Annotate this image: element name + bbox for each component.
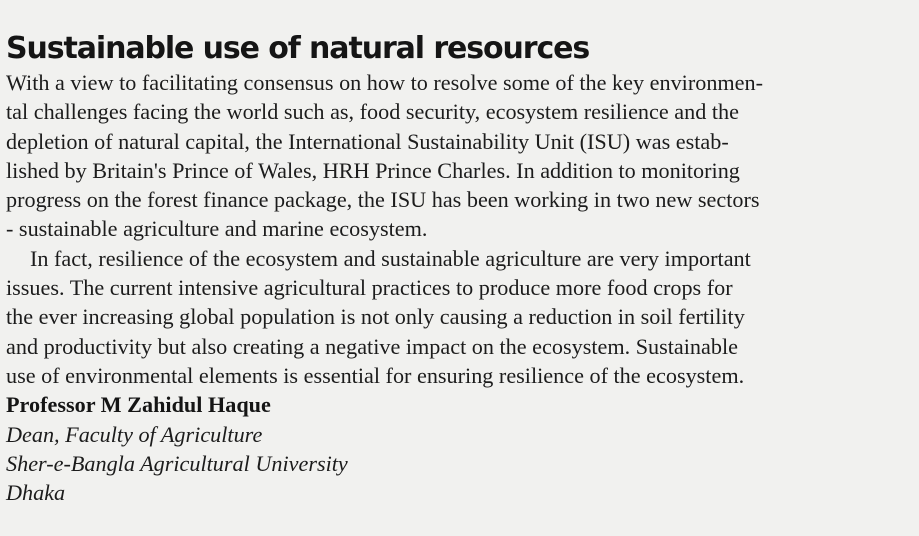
author-name: Professor M Zahidul Haque [6,392,271,418]
paragraph-line: - sustainable agriculture and marine ecosystem. [6,216,428,242]
paragraph-line: progress on the forest finance package, the ISU has been working in two new sectors [6,187,760,213]
paragraph-1 [6,68,911,244]
paragraph-line: depletion of natural capital, the International Sustainability Unit (ISU) was estab- [6,128,729,154]
paragraph-line: lished by Britain's Prince of Wales, HRH Prince Charles. In addition to monitoring [6,157,740,183]
paragraph-line: the ever increasing global population is not only causing a reduction in soil fertility [6,304,745,330]
paragraph-line: use of environmental elements is essential for ensuring resilience of the ecosystem. [6,362,745,388]
paragraph-line: In fact, resilience of the ecosystem and sustainable agriculture are very important [30,245,751,271]
paragraph-line: With a view to facilitating consensus on how to resolve some of the key environmen- [6,70,763,95]
signature-block [6,390,911,507]
author-title: Dean, Faculty of Agriculture [6,421,263,447]
author-institution: Sher-e-Bangla Agricultural University [6,450,348,476]
article-body [6,68,911,390]
paragraph-line: issues. The current intensive agricultural practices to produce more food crops for [6,275,733,301]
article-headline: Sustainable use of natural resources [6,31,590,66]
author-city: Dhaka [6,480,66,506]
paragraph-line: tal challenges facing the world such as, food security, ecosystem resilience and the [6,99,739,125]
paragraph-line: and productivity but also creating a negative impact on the ecosystem. Sustainable [6,333,738,359]
letter-article [6,30,911,507]
paragraph-2 [6,244,911,390]
